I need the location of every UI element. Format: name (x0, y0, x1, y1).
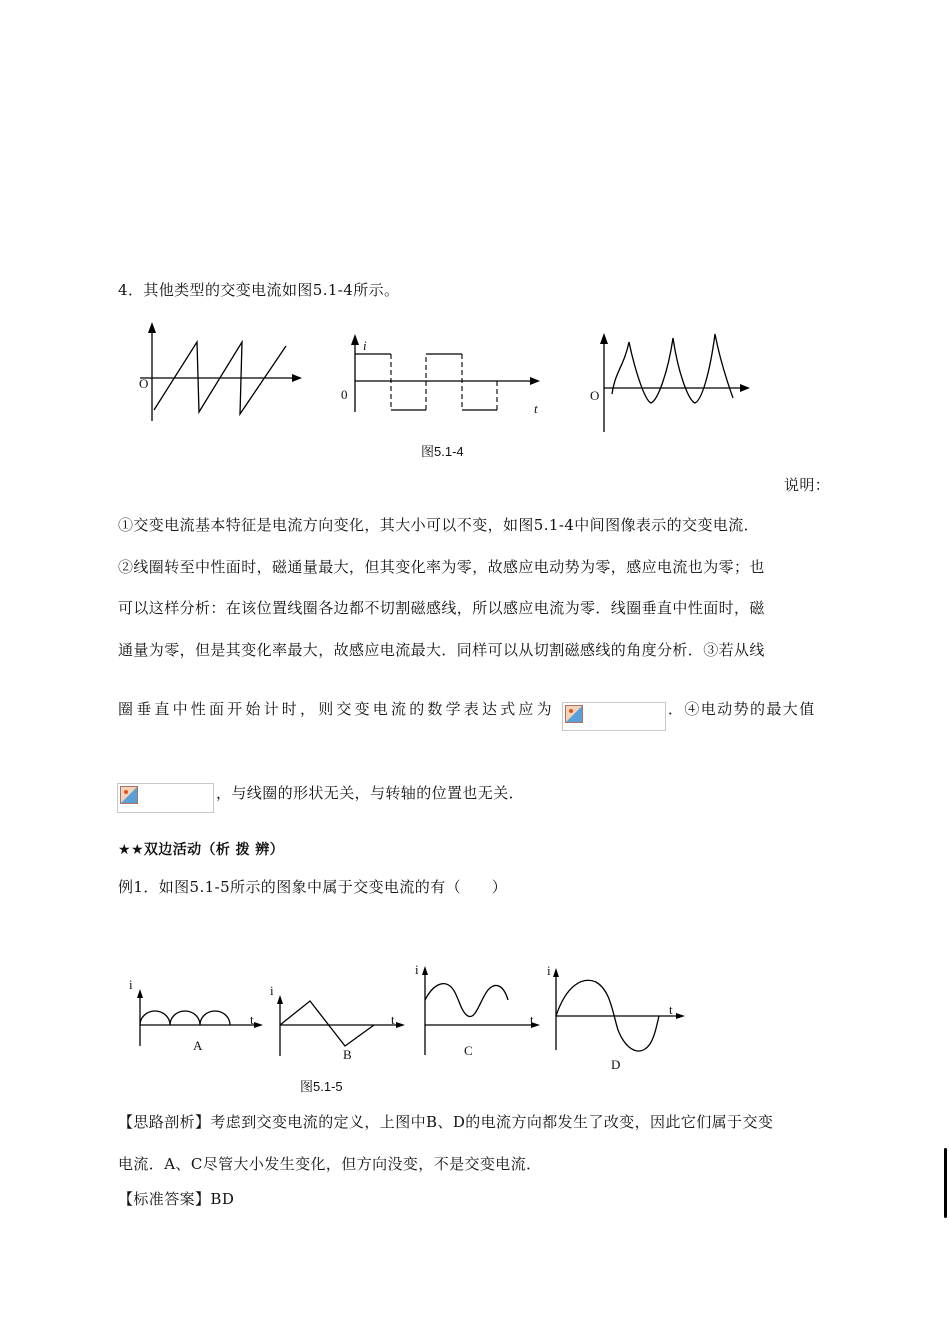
axis-i-label: i (363, 338, 367, 353)
paragraph-3b: ，与线圈的形状无关，与转轴的位置也无关． (216, 784, 525, 802)
panel-a-letter: A (193, 1038, 203, 1053)
panel-b-i-label: i (270, 983, 274, 998)
panel-c-t-label: t (530, 1012, 534, 1027)
paragraph-2-line-2: 可以这样分析：在该位置线圈各边都不切割磁感线，所以感应电流为零．线圈垂直中性面时，磁 (118, 599, 765, 617)
standard-answer: 【标准答案】BD (118, 1190, 235, 1208)
paragraph-3-suffix: ．④电动势的最大值 (668, 700, 816, 718)
origin-label-left: O (139, 376, 149, 391)
broken-image-icon (565, 705, 583, 723)
panel-d-t-label: t (669, 1002, 673, 1017)
formula-image-placeholder-2 (117, 783, 214, 813)
explanation-label: 说明： (784, 476, 831, 494)
activity-title: ★★双边活动（析 拨 辨） (118, 842, 285, 858)
figure-caption-515: 图5.1-5 (300, 1079, 343, 1094)
origin-label-right: O (590, 388, 600, 403)
panel-b-t-label: t (391, 1012, 395, 1027)
section-heading: 4．其他类型的交变电流如图5.1-4所示。 (118, 281, 400, 299)
analysis-line-1: 【思路剖析】考虑到交变电流的定义，上图中B、D的电流方向都发生了改变，因此它们属于交变 (118, 1113, 774, 1131)
panel-c-i-label: i (415, 962, 419, 977)
analysis-line-2: 电流．A、C尽管大小发生变化，但方向没变，不是交变电流． (118, 1155, 542, 1173)
paragraph-2-line-1: ②线圈转至中性面时，磁通量最大，但其变化率为零，故感应电动势为零，感应电流也为零；也 (118, 558, 765, 576)
panel-a-t-label: t (250, 1012, 254, 1027)
axis-t-label: t (534, 401, 538, 416)
graph-panel-d (0, 0, 1, 1)
paragraph-3-prefix: 圈垂直中性面开始计时，则交变电流的数学表达式应为 (118, 700, 555, 718)
page-edge-mark (944, 1148, 947, 1218)
panel-d-letter: D (611, 1057, 621, 1072)
paragraph-1: ①交变电流基本特征是电流方向变化，其大小可以不变，如图5.1-4中间图像表示的交变电流． (118, 516, 760, 534)
broken-image-icon (120, 786, 138, 804)
formula-image-placeholder (562, 702, 666, 731)
origin-label-mid: 0 (341, 387, 348, 402)
example-question: 例1．如图5.1-5所示的图象中属于交变电流的有（ ） (118, 878, 508, 896)
panel-a-i-label: i (129, 977, 133, 992)
paragraph-2-line-3: 通量为零，但是其变化率最大，故感应电流最大．同样可以从切割磁感线的角度分析．③若从线 (118, 641, 765, 659)
panel-c-letter: C (464, 1043, 473, 1058)
panel-b-letter: B (343, 1047, 352, 1062)
figure-caption: 图5.1-4 (421, 444, 464, 459)
panel-d-i-label: i (547, 963, 551, 978)
